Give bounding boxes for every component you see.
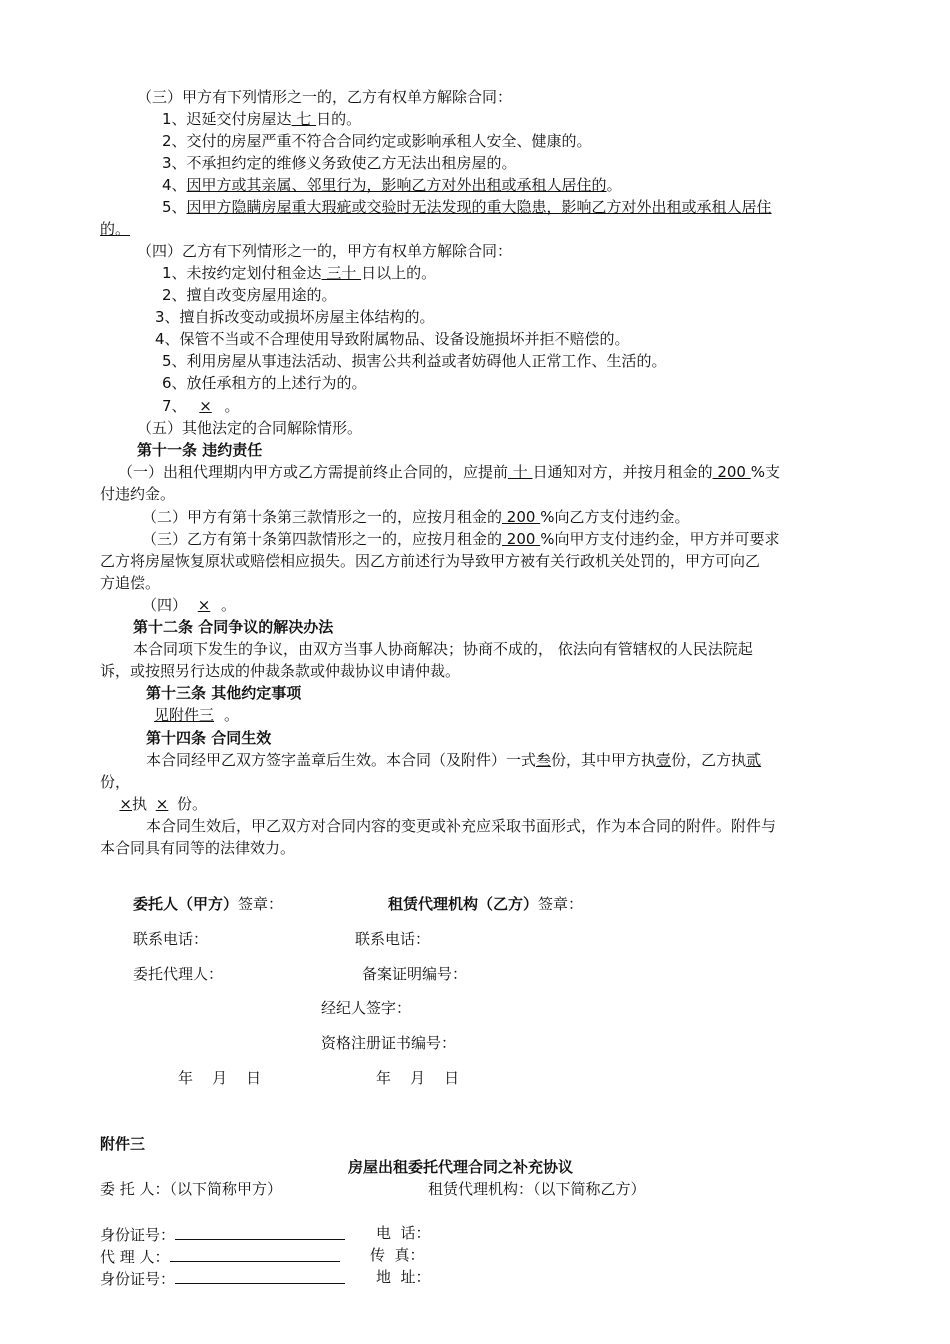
id-number-blank[interactable] <box>175 1223 345 1240</box>
annex-address-label: 地 址： <box>376 1268 431 1286</box>
delay-days-value: 七 <box>291 110 317 128</box>
party-a-signature: 委托人（甲方）签章： <box>133 895 284 913</box>
clause-10-3-item-2: 2、交付的房屋严重不符合合同约定或影响承租人安全、健康的。 <box>162 132 592 150</box>
party-b-date: 年 月 日 <box>376 1069 460 1087</box>
article-14-p3: ×执 × 份。 <box>119 795 208 813</box>
annex-agency-label: 租赁代理机构：（以下简称乙方） <box>428 1180 646 1198</box>
article-12-title: 第十二条 合同争议的解决办法 <box>133 618 334 636</box>
clause-10-4-item-2: 2、擅自改变房屋用途的。 <box>162 286 337 304</box>
annex-label: 附件三 <box>100 1135 146 1153</box>
article-11-p1: （一）出租代理期内甲方或乙方需提前终止合同的，应提前 十 日通知对方，并按月租金的 200 %支 <box>118 463 781 481</box>
party-b-phone-label: 联系电话： <box>355 930 431 948</box>
article-13-title: 第十三条 其他约定事项 <box>146 684 302 702</box>
rent-overdue-days-value: 三十 <box>321 264 362 282</box>
article-13-body: 见附件三 。 <box>154 706 240 724</box>
annex-agent-field: 代 理 人： <box>100 1245 340 1267</box>
clause-10-5: （五）其他法定的合同解除情形。 <box>137 419 363 437</box>
annex-phone-label: 电 话： <box>376 1224 431 1242</box>
article-11-p2: （二）甲方有第十条第三款情形之一的，应按月租金的 200 %向乙方支付违约金。 <box>142 508 690 526</box>
article-14-p1-cont: 份， <box>100 773 131 791</box>
clause-10-4-item-3: 3、擅自拆改变动或损坏房屋主体结构的。 <box>155 308 435 326</box>
annex-client-label: 委 托 人：（以下简称甲方） <box>100 1180 283 1198</box>
record-number-label: 备案证明编号： <box>362 965 468 983</box>
agent-name-blank[interactable] <box>170 1245 340 1262</box>
party-a-date: 年 月 日 <box>178 1069 262 1087</box>
clause-10-3-heading: （三）甲方有下列情形之一的，乙方有权单方解除合同： <box>137 88 513 106</box>
clause-10-4-heading: （四）乙方有下列情形之一的，甲方有权单方解除合同： <box>137 242 513 260</box>
clause-10-4-item-6: 6、放任承租方的上述行为的。 <box>162 374 367 392</box>
article-14-title: 第十四条 合同生效 <box>146 729 272 747</box>
annex-title: 房屋出租委托代理合同之补充协议 <box>348 1158 574 1176</box>
annex-fax-label: 传 真： <box>370 1246 425 1264</box>
clause-10-3-item-1: 1、迟延交付房屋达 七 日的。 <box>162 110 362 128</box>
annex-id-field-1: 身份证号： <box>100 1223 345 1245</box>
article-11-p4: （四） × 。 <box>142 596 237 614</box>
clause-10-3-item-3: 3、不承担约定的维修义务致使乙方无法出租房屋的。 <box>162 154 517 172</box>
article-11-title: 第十一条 违约责任 <box>137 441 263 459</box>
clause-10-4-item-5: 5、利用房屋从事违法活动、损害公共利益或者妨碍他人正常工作、生活的。 <box>162 352 667 370</box>
clause-10-4-item-7: 7、 × 。 <box>162 397 240 415</box>
article-11-p3-cont: 乙方将房屋恢复原状或赔偿相应损失。因乙方前述行为导致甲方被有关行政机关处罚的，甲方可向乙 <box>100 552 761 570</box>
clause-10-4-item-1: 1、未按约定划付租金达 三十 日以上的。 <box>162 264 437 282</box>
article-11-p3: （三）乙方有第十条第四款情形之一的，应按月租金的 200 %向甲方支付违约金，甲方并可要求 <box>142 530 780 548</box>
party-a-agent-label: 委托代理人： <box>133 965 224 983</box>
article-14-p1: 本合同经甲乙双方签字盖章后生效。本合同（及附件）一式叁份，其中甲方执壹份，乙方执贰 <box>146 751 762 769</box>
article-12-p1: 本合同项下发生的争议，由双方当事人协商解决；协商不成的， 依法向有管辖权的人民法院起 <box>133 640 753 658</box>
broker-signature-label: 经纪人签字： <box>321 999 412 1017</box>
article-12-p2: 诉，或按照另行达成的仲裁条款或仲裁协议申请仲裁。 <box>100 662 461 680</box>
party-b-signature: 租赁代理机构（乙方）签章： <box>388 895 584 913</box>
id-number-blank-2[interactable] <box>175 1267 345 1284</box>
certificate-number-label: 资格注册证书编号： <box>321 1034 457 1052</box>
party-a-phone-label: 联系电话： <box>133 930 209 948</box>
clause-10-3-item-5-cont: 的。 <box>100 220 131 238</box>
clause-10-3-item-5: 5、因甲方隐瞒房屋重大瑕疵或交验时无法发现的重大隐患，影响乙方对外出租或承租人居住 <box>162 198 772 216</box>
annex-id-field-2: 身份证号： <box>100 1267 345 1289</box>
article-14-p5: 本合同具有同等的法律效力。 <box>100 839 296 857</box>
article-11-p1-cont: 付违约金。 <box>100 485 176 503</box>
clause-10-4-item-4: 4、保管不当或不合理使用导致附属物品、设备设施损坏并拒不赔偿的。 <box>155 330 630 348</box>
article-14-p4: 本合同生效后，甲乙双方对合同内容的变更或补充应采取书面形式，作为本合同的附件。附件与 <box>146 817 777 835</box>
article-11-p3-cont2: 方追偿。 <box>100 574 161 592</box>
clause-10-3-item-4: 4、因甲方或其亲属、邻里行为，影响乙方对外出租或承租人居住的。 <box>162 176 622 194</box>
